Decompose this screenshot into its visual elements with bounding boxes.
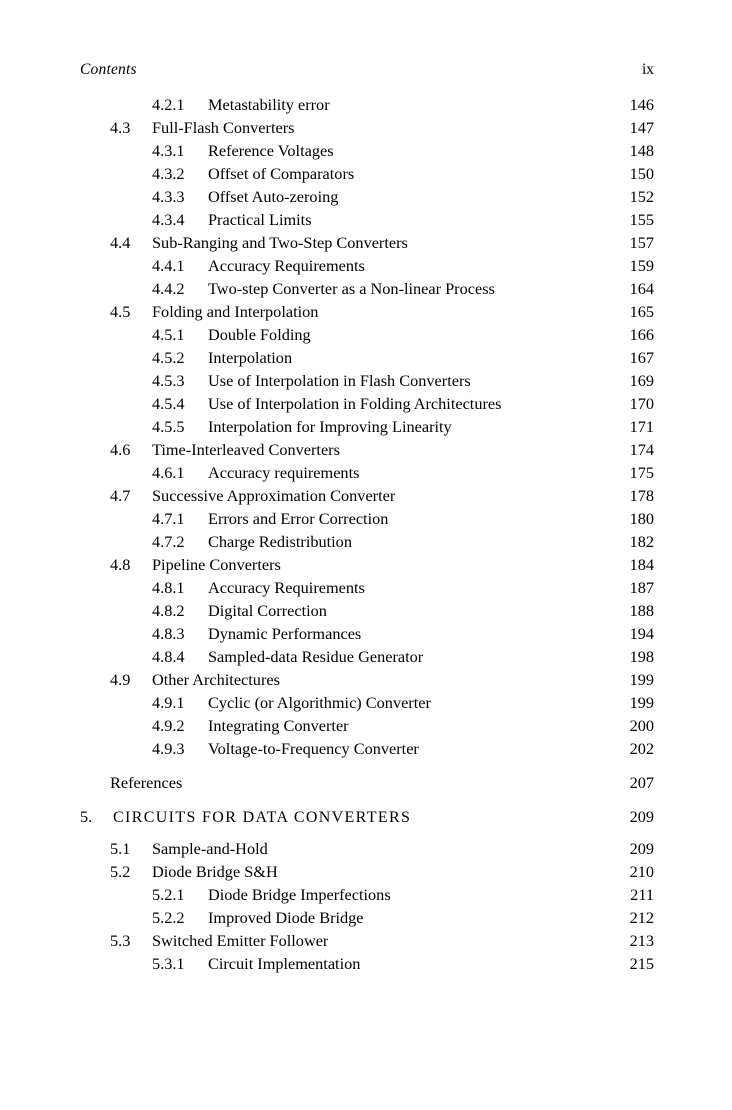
toc-entry[interactable] <box>80 716 654 739</box>
toc-entry-page-number: 213 <box>629 931 654 950</box>
toc-entry-page-number: 211 <box>630 885 654 904</box>
toc-entry-title: Sub-Ranging and Two-Step Converters <box>152 233 408 252</box>
toc-entry-title: Switched Emitter Follower <box>152 931 329 950</box>
toc-entry-page-number: 159 <box>629 256 654 275</box>
toc-entry-number: 5.1 <box>110 839 131 858</box>
toc-entry[interactable] <box>80 118 654 141</box>
toc-entry-title: Circuit Implementation <box>208 954 361 973</box>
toc-entry-number: 4.3.3 <box>152 187 185 206</box>
toc-entry-number: 4.7.1 <box>152 509 185 528</box>
toc-entry-number: 4.5.3 <box>152 371 185 390</box>
toc-entry-number: 4.8 <box>110 555 131 574</box>
toc-entry[interactable] <box>80 578 654 601</box>
toc-entry[interactable] <box>80 532 654 555</box>
toc-entry-title: Two-step Converter as a Non-linear Process <box>208 279 495 298</box>
toc-entry-number: 4.5.1 <box>152 325 185 344</box>
toc-entry-title: Offset Auto-zeroing <box>208 187 339 206</box>
toc-entry[interactable] <box>80 256 654 279</box>
toc-entry-title: Integrating Converter <box>208 716 349 735</box>
toc-entry-page-number: 210 <box>629 862 654 881</box>
toc-entry-number: 4.3.1 <box>152 141 185 160</box>
toc-entry-page-number: 169 <box>629 371 654 390</box>
toc-entry-number: 4.4.2 <box>152 279 185 298</box>
toc-entry-title: References <box>110 773 183 792</box>
toc-entry[interactable] <box>80 164 654 187</box>
toc-entry-number: 5.3 <box>110 931 131 950</box>
toc-entry-page-number: 207 <box>629 773 654 792</box>
toc-entry[interactable] <box>80 773 654 796</box>
toc-entry-number: 5. <box>80 807 93 826</box>
toc-entry-title: Successive Approximation Converter <box>152 486 396 505</box>
running-head-title: Contents <box>80 61 137 78</box>
toc-entry-title: Sample-and-Hold <box>152 839 268 858</box>
toc-entry-number: 4.9.3 <box>152 739 185 758</box>
toc-entry[interactable] <box>80 417 654 440</box>
toc-entry[interactable] <box>80 931 654 954</box>
toc-entry-number: 4.9.2 <box>152 716 185 735</box>
toc-entry-page-number: 152 <box>629 187 654 206</box>
toc-entry-title: Practical Limits <box>208 210 312 229</box>
toc-entry-number: 4.8.4 <box>152 647 185 666</box>
toc-entry[interactable] <box>80 862 654 885</box>
toc-entry-page-number: 199 <box>629 693 654 712</box>
toc-entry[interactable] <box>80 693 654 716</box>
toc-entry-page-number: 188 <box>629 601 654 620</box>
toc-entry-page-number: 215 <box>629 954 654 973</box>
toc-entry-number: 4.3.2 <box>152 164 185 183</box>
toc-entry-page-number: 175 <box>629 463 654 482</box>
toc-entry[interactable] <box>80 371 654 394</box>
toc-entry-title: Digital Correction <box>208 601 327 620</box>
toc-entry-page-number: 182 <box>629 532 654 551</box>
toc-entry-number: 4.4.1 <box>152 256 185 275</box>
toc-entry-number: 4.3 <box>110 118 131 137</box>
toc-entry-title: Use of Interpolation in Flash Converters <box>208 371 471 390</box>
toc-entry-title: Cyclic (or Algorithmic) Converter <box>208 693 431 712</box>
toc-entry-number: 4.5.2 <box>152 348 185 367</box>
toc-entry[interactable] <box>80 463 654 486</box>
toc-entry-title: Double Folding <box>208 325 311 344</box>
toc-entry[interactable] <box>80 233 654 256</box>
toc-entry-title: Use of Interpolation in Folding Architectures <box>208 394 502 413</box>
table-of-contents <box>80 95 654 977</box>
toc-entry-number: 4.6 <box>110 440 131 459</box>
toc-entry[interactable] <box>80 601 654 624</box>
toc-entry[interactable] <box>80 440 654 463</box>
toc-entry[interactable] <box>80 187 654 210</box>
toc-entry-page-number: 187 <box>629 578 654 597</box>
toc-entry-page-number: 147 <box>629 118 654 137</box>
toc-entry-number: 4.5.4 <box>152 394 185 413</box>
toc-entry-page-number: 209 <box>629 807 654 826</box>
toc-entry-page-number: 166 <box>629 325 654 344</box>
toc-entry[interactable] <box>80 348 654 371</box>
toc-entry-page-number: 212 <box>629 908 654 927</box>
toc-entry-title: Metastability error <box>208 95 330 114</box>
toc-entry[interactable] <box>80 325 654 348</box>
toc-entry-page-number: 150 <box>629 164 654 183</box>
toc-entry-number: 4.8.1 <box>152 578 185 597</box>
toc-entry[interactable] <box>80 954 654 977</box>
toc-entry[interactable] <box>80 624 654 647</box>
toc-entry-number: 4.8.2 <box>152 601 185 620</box>
toc-entry-page-number: 148 <box>629 141 654 160</box>
toc-entry-title: Full-Flash Converters <box>152 118 295 137</box>
toc-entry-page-number: 199 <box>629 670 654 689</box>
toc-entry-number: 4.4 <box>110 233 131 252</box>
toc-entry-page-number: 171 <box>629 417 654 436</box>
toc-entry-number: 5.2.1 <box>152 885 185 904</box>
running-head-folio: ix <box>641 61 654 78</box>
toc-entry[interactable] <box>80 279 654 302</box>
toc-entry-number: 4.5.5 <box>152 417 185 436</box>
toc-entry-number: 4.7.2 <box>152 532 185 551</box>
toc-entry-page-number: 198 <box>629 647 654 666</box>
toc-entry[interactable] <box>80 509 654 532</box>
toc-entry[interactable] <box>80 555 654 578</box>
toc-entry-page-number: 146 <box>629 95 654 114</box>
toc-entry[interactable] <box>80 647 654 670</box>
toc-entry-number: 4.6.1 <box>152 463 185 482</box>
toc-entry-title: Interpolation <box>208 348 293 367</box>
toc-entry-page-number: 170 <box>629 394 654 413</box>
toc-entry-page-number: 178 <box>629 486 654 505</box>
toc-entry-page-number: 202 <box>629 739 654 758</box>
toc-entry[interactable] <box>80 302 654 325</box>
toc-entry-page-number: 174 <box>629 440 654 459</box>
toc-entry[interactable] <box>80 739 654 762</box>
toc-entry-title: Time-Interleaved Converters <box>152 440 340 459</box>
toc-entry-title: Diode Bridge Imperfections <box>208 885 391 904</box>
toc-entry[interactable] <box>80 670 654 693</box>
toc-entry-number: 4.8.3 <box>152 624 185 643</box>
toc-entry-number: 5.3.1 <box>152 954 185 973</box>
toc-entry-number: 4.2.1 <box>152 95 185 114</box>
toc-entry[interactable] <box>80 908 654 931</box>
toc-entry-page-number: 157 <box>629 233 654 252</box>
toc-chapter-entry[interactable] <box>80 807 654 830</box>
toc-entry-page-number: 180 <box>629 509 654 528</box>
toc-entry-page-number: 165 <box>629 302 654 321</box>
toc-entry-title: Voltage-to-Frequency Converter <box>208 739 419 758</box>
toc-entry-title: Diode Bridge S&H <box>152 862 278 881</box>
toc-entry-title: Improved Diode Bridge <box>208 908 364 927</box>
toc-entry-page-number: 167 <box>629 348 654 367</box>
toc-entry-title: Accuracy Requirements <box>208 578 365 597</box>
toc-entry[interactable] <box>80 95 654 118</box>
toc-entry[interactable] <box>80 394 654 417</box>
toc-entry-title: Offset of Comparators <box>208 164 355 183</box>
toc-entry-title: Dynamic Performances <box>208 624 362 643</box>
toc-entry[interactable] <box>80 210 654 233</box>
toc-entry-number: 4.3.4 <box>152 210 185 229</box>
running-head <box>80 61 654 79</box>
toc-entry-number: 5.2 <box>110 862 131 881</box>
toc-entry-page-number: 155 <box>629 210 654 229</box>
toc-entry-page-number: 209 <box>629 839 654 858</box>
toc-entry-title: Reference Voltages <box>208 141 334 160</box>
toc-entry-title: Folding and Interpolation <box>152 302 319 321</box>
toc-entry-title: Interpolation for Improving Linearity <box>208 417 452 436</box>
toc-entry-title: Errors and Error Correction <box>208 509 389 528</box>
toc-entry-title: Other Architectures <box>152 670 280 689</box>
toc-entry-title: Pipeline Converters <box>152 555 281 574</box>
toc-entry[interactable] <box>80 885 654 908</box>
toc-entry-number: 5.2.2 <box>152 908 185 927</box>
toc-entry-title: CIRCUITS FOR DATA CONVERTERS <box>113 809 412 826</box>
toc-entry-title: Sampled-data Residue Generator <box>208 647 424 666</box>
toc-entry-number: 4.5 <box>110 302 131 321</box>
toc-entry-number: 4.9 <box>110 670 131 689</box>
toc-entry[interactable] <box>80 141 654 164</box>
toc-entry-title: Charge Redistribution <box>208 532 352 551</box>
toc-entry-page-number: 184 <box>629 555 654 574</box>
toc-entry-title: Accuracy requirements <box>208 463 360 482</box>
toc-entry-title: Accuracy Requirements <box>208 256 365 275</box>
toc-entry[interactable] <box>80 486 654 509</box>
toc-entry-page-number: 164 <box>629 279 654 298</box>
toc-entry-number: 4.9.1 <box>152 693 185 712</box>
toc-entry-page-number: 194 <box>629 624 654 643</box>
toc-entry-number: 4.7 <box>110 486 131 505</box>
toc-entry-page-number: 200 <box>629 716 654 735</box>
toc-entry[interactable] <box>80 839 654 862</box>
